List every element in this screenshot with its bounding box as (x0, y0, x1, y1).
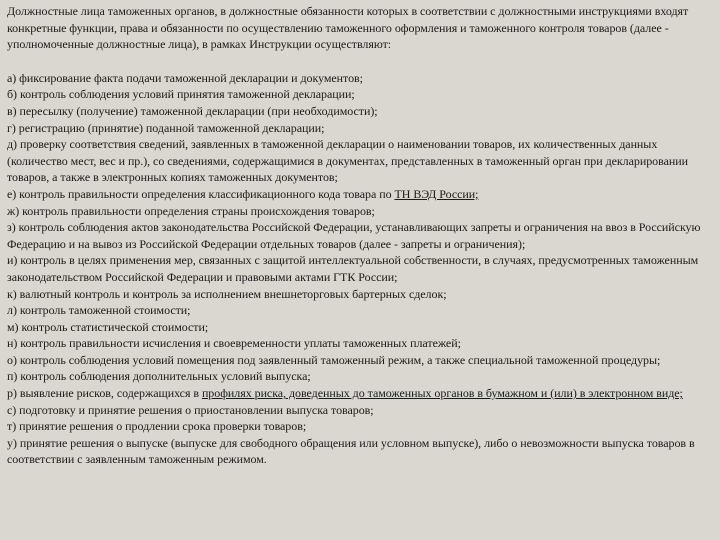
list-item-i: и) контроль в целях применения мер, связанных с защитой интеллектуальной собственности, в случаях, предусмотренных таможенным законодательством Российской Федерации и правовыми актами ГТК России; (7, 253, 699, 284)
list-item-p: п) контроль соблюдения дополнительных условий выпуска; (7, 369, 311, 384)
list-item-zh: ж) контроль правильности определения страны происхождения товаров; (7, 203, 375, 218)
duties-list (7, 70, 716, 468)
risk-profiles-link[interactable]: профилях риска, доведенных до таможенных органов в бумажном и (или) в электронном виде; (201, 386, 683, 401)
list-item-r (7, 385, 716, 402)
list-item-b: б) контроль соблюдения условий принятия таможенной декларации; (7, 87, 355, 102)
list-item-n: н) контроль правильности исчисления и своевременности уплаты таможенных платежей; (7, 336, 461, 351)
list-item-m: м) контроль статистической стоимости; (7, 319, 209, 334)
list-item-d: д) проверку соответствия сведений, заявленных в таможенной декларации о наименовании товаров, их количественных данных (количество мест, вес и пр.), со сведениями, содержащимися в документах, представленных в таможенный орган при декларировании товаров, а также в электронных копиях таможенных документов; (7, 137, 688, 185)
list-item-g: г) регистрацию (принятие) поданной таможенной декларации; (7, 120, 325, 135)
list-item-l: л) контроль таможенной стоимости; (7, 303, 191, 318)
tn-ved-link[interactable]: ТН ВЭД России; (394, 186, 479, 201)
list-item-z: з) контроль соблюдения актов законодательства Российской Федерации, устанавливающих запреты и ограничения на ввоз в Российскую Федерацию и на вывоз из Российской Федерации отдельных товаров (далее - запреты и ограничения); (7, 220, 701, 251)
list-item-u: у) принятие решения о выпуске (выпуске для свободного обращения или условном выпуске), либо о невозможности выпуска товаров в соответствии с заявленным таможенным режимом. (7, 435, 695, 467)
list-item-s: с) подготовку и принятие решения о приостановлении выпуска товаров; (7, 402, 374, 417)
list-item-v: в) пересылку (получение) таможенной декларации (при необходимости); (7, 103, 378, 118)
list-item-k: к) валютный контроль и контроль за исполнением внешнеторговых бартерных сделок; (7, 286, 447, 301)
list-item-r-text: р) выявление рисков, содержащихся в (7, 386, 202, 401)
list-item-t: т) принятие решения о продлении срока проверки товаров; (7, 419, 307, 434)
list-item-e-text: е) контроль правильности определения классификационного кода товара по (7, 186, 395, 201)
list-item-e (7, 186, 716, 203)
list-item-a: а) фиксирование факта подачи таможенной декларации и документов; (7, 70, 363, 85)
intro-paragraph: Должностные лица таможенных органов, в должностные обязанности которых в соответствии с должностными инструкциями входят конкретные функции, права и обязанности по осуществлению таможенного оформления и таможенного контроля товаров (далее - уполномоченные должностные лица), в рамках Инструкции осуществляют: (7, 4, 689, 52)
list-item-o: о) контроль соблюдения условий помещения под заявленный таможенный режим, а также специальной таможенной процедуры; (7, 352, 661, 367)
